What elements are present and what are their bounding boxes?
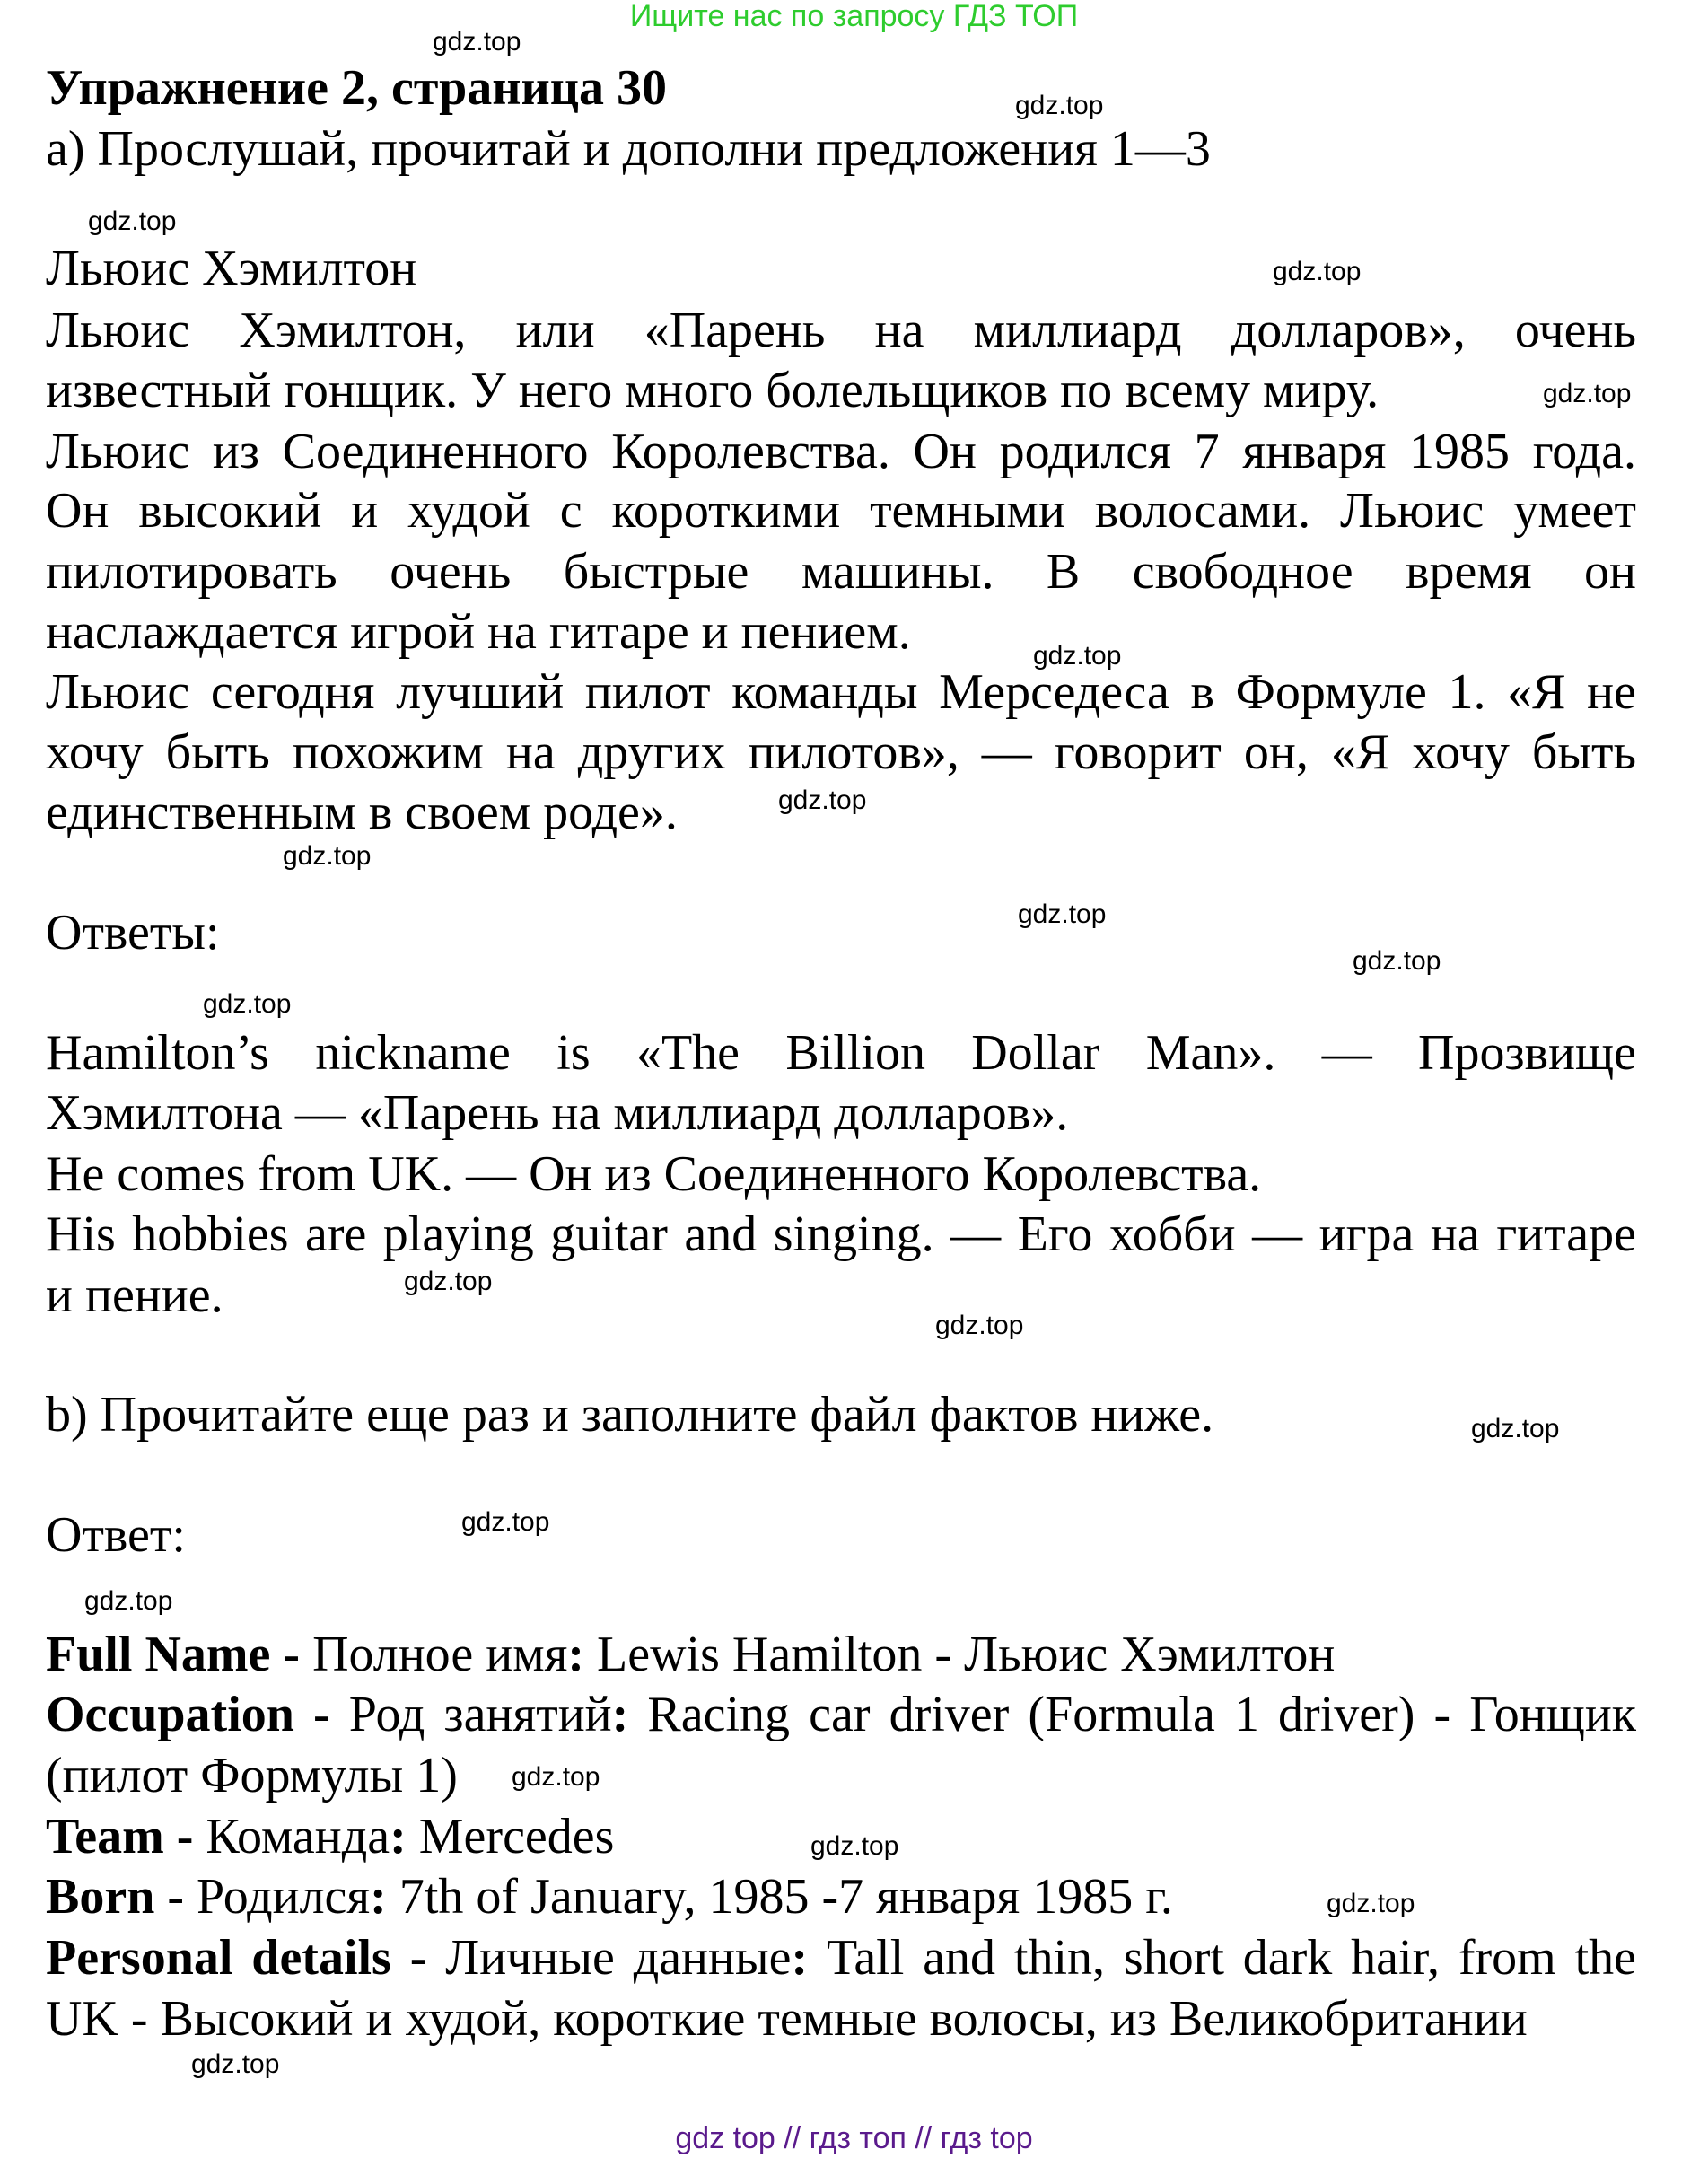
- fact-ru-label: Полное имя: [300, 1627, 568, 1682]
- fact-personal-details: [46, 1930, 1637, 1986]
- fact-value: 7th of January, 1985 -7 января 1985 г.: [386, 1869, 1173, 1925]
- watermark: gdz.top: [84, 1586, 173, 1616]
- watermark: gdz.top: [778, 785, 867, 815]
- task-b-heading: b) Прочитайте еще раз и заполните файл фактов ниже.: [46, 1387, 1214, 1443]
- text-line: Льюис Хэмилтон, или «Парень на миллиард долларов», очень: [46, 303, 1636, 358]
- fact-value: Racing car driver (Formula 1 driver) - Гонщик: [628, 1687, 1636, 1742]
- fact-occupation: [46, 1689, 1636, 1740]
- fact-value: Mercedes: [406, 1809, 615, 1864]
- watermark: gdz.top: [433, 27, 521, 57]
- text-line: единственным в своем роде».: [46, 785, 678, 840]
- fact-label: Team -: [46, 1809, 194, 1864]
- fact-colon: :: [567, 1627, 585, 1682]
- fact-ru-label: Личные данные: [426, 1930, 792, 1986]
- answer-label: Ответ:: [46, 1507, 186, 1563]
- text-line: хочу быть похожим на других пилотов», — говорит он, «Я хочу быть: [46, 724, 1636, 780]
- answer-line: Hamilton’s nickname is «The Billion Dollar Man». — Прозвище: [46, 1025, 1636, 1081]
- watermark: gdz.top: [283, 841, 372, 871]
- watermark: gdz.top: [512, 1762, 600, 1792]
- fact-label: Born -: [46, 1869, 184, 1925]
- fact-ru-label: Род занятий: [329, 1687, 612, 1742]
- watermark: gdz.top: [1471, 1414, 1560, 1443]
- answer-line: He comes from UK. — Он из Соединенного Королевства.: [46, 1146, 1262, 1202]
- fact-label: Full Name -: [46, 1627, 301, 1682]
- fact-colon: :: [370, 1869, 387, 1925]
- fact-colon: :: [791, 1930, 809, 1986]
- text-line: Он высокий и худой с короткими темными волосами. Льюис умеет: [46, 483, 1636, 539]
- text-line: известный гонщик. У него много болельщиков по всему миру.: [46, 363, 1380, 418]
- watermark: gdz.top: [1273, 257, 1362, 286]
- fact-ru-label: Родился: [184, 1869, 371, 1925]
- watermark: gdz.top: [810, 1831, 899, 1861]
- fact-full-name: [46, 1629, 1636, 1680]
- watermark: gdz.top: [1015, 91, 1104, 120]
- fact-occupation-cont: (пилот Формулы 1): [46, 1748, 458, 1803]
- answer-line: His hobbies are playing guitar and singing. — Его хобби — игра на гитаре: [46, 1206, 1636, 1262]
- text-line: Льюис сегодня лучший пилот команды Мерседеса в Формуле 1. «Я не: [46, 664, 1636, 720]
- task-a-heading: a) Прослушай, прочитай и дополни предложения 1—3: [46, 121, 1211, 177]
- watermark: gdz.top: [191, 2049, 280, 2079]
- text-line: пилотировать очень быстрые машины. В свободное время он: [46, 544, 1636, 600]
- fact-value: Lewis Hamilton - Льюис Хэмилтон: [584, 1627, 1336, 1682]
- watermark: gdz.top: [935, 1311, 1024, 1340]
- answer-line: Хэмилтона — «Парень на миллиард долларов».: [46, 1085, 1069, 1141]
- search-banner: Ищите нас по запросу ГДЗ ТОП: [629, 0, 1079, 33]
- fact-personal-details-cont: UK - Высокий и худой, короткие темные волосы, из Великобритании: [46, 1991, 1528, 2047]
- text-title: Льюис Хэмилтон: [46, 241, 417, 296]
- watermark: gdz.top: [1353, 946, 1441, 976]
- fact-value: Tall and thin, short dark hair, from the: [808, 1930, 1637, 1986]
- watermark: gdz.top: [404, 1267, 493, 1296]
- answer-line: и пение.: [46, 1268, 223, 1323]
- watermark: gdz.top: [1018, 899, 1107, 929]
- fact-ru-label: Команда: [193, 1809, 390, 1864]
- answers-label: Ответы:: [46, 905, 220, 961]
- text-line: Льюис из Соединенного Королевства. Он родился 7 января 1985 года.: [46, 424, 1636, 479]
- page-title: Упражнение 2, страница 30: [46, 60, 668, 116]
- watermark: gdz.top: [1033, 641, 1122, 671]
- watermark: gdz.top: [1543, 379, 1632, 408]
- fact-label: Personal details -: [46, 1930, 427, 1986]
- fact-colon: :: [611, 1687, 629, 1742]
- watermark: gdz.top: [1327, 1889, 1415, 1918]
- fact-label: Occupation -: [46, 1687, 330, 1742]
- watermark: gdz.top: [461, 1507, 550, 1537]
- watermark: gdz.top: [203, 989, 292, 1019]
- watermark: gdz.top: [88, 206, 177, 236]
- fact-colon: :: [390, 1809, 407, 1864]
- text-line: наслаждается игрой на гитаре и пением.: [46, 604, 911, 660]
- footer-links: gdz top // гдз топ // гдз top: [675, 2121, 1033, 2155]
